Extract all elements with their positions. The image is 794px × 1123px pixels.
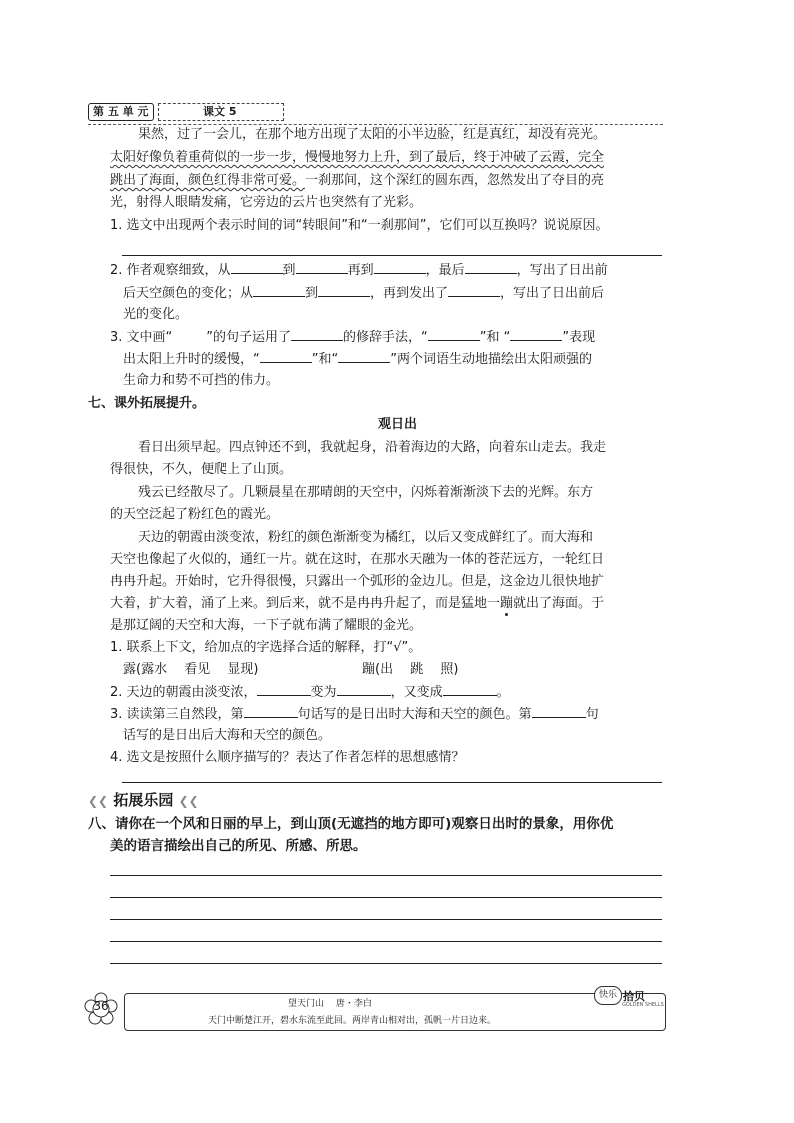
- q7-4: 4. 选文是按照什么顺序描写的？表达了作者怎样的思想感情？: [110, 750, 465, 765]
- passage2-line7: 冉冉升起。开始时，它升得很慢，只露出一个弧形的金边儿。但是，这金边儿很快地扩: [110, 574, 605, 589]
- q2-text: 到: [305, 286, 319, 301]
- passage2-line8: [110, 594, 604, 613]
- page-number: 36: [93, 999, 109, 1013]
- passage1-line4: 光，射得人眼睛发痛，它旁边的云片也突然有了光彩。: [110, 195, 423, 210]
- wavy-mark: [172, 328, 206, 347]
- lesson-label: 课文 5: [203, 105, 237, 118]
- section-8-line1: 八、请你在一个风和日丽的早上，到山顶(无遮挡的地方即可)观察日出时的景象，用你优: [88, 816, 614, 832]
- q3-text: ”的句子运用了: [206, 330, 292, 345]
- unit-tab: 第 五 单 元: [88, 103, 154, 121]
- passage1-line3: [110, 171, 604, 190]
- q2-text: 后天空颜色的变化；从: [123, 286, 254, 301]
- q3-text: 3. 文中画“: [110, 330, 173, 345]
- q7-3-line1: [110, 704, 599, 724]
- q3-text: 出太阳上升时的缓慢，“: [123, 352, 260, 367]
- q7-2-text: 变为: [310, 685, 337, 700]
- dotted-char: 蹦: [500, 596, 514, 611]
- section-badge-label: 拓展乐园: [113, 791, 174, 809]
- section-badge: [88, 789, 199, 811]
- blank-field[interactable]: [231, 260, 283, 274]
- section-7-title: 七、课外拓展提升。: [88, 396, 206, 411]
- passage2-line3: 残云已经散尽了。几颗晨星在那晴朗的天空中，闪烁着渐渐淡下去的光辉。东方: [138, 485, 594, 500]
- passage2-line9: 是那辽阔的天空和大海，一下子就布满了耀眼的金光。: [110, 618, 423, 633]
- q7-2: [110, 682, 510, 702]
- question-3-line3: 生命力和势不可挡的伟力。: [123, 373, 280, 388]
- question-2-line2: [123, 283, 604, 303]
- q7-2-text: ，又变成: [390, 685, 443, 700]
- blank-field[interactable]: [253, 283, 305, 297]
- question-1: 1. 选文中出现两个表示时间的词“转眼间”和“一刹那间”，它们可以互换吗？说说原因。: [110, 218, 609, 233]
- q3-text: ”两个词语生动地描绘出太阳顽强的: [390, 352, 592, 367]
- passage1-line2: [110, 148, 604, 167]
- q7-2-text: 。: [496, 685, 510, 700]
- q2-text: ，再到发出了: [370, 286, 449, 301]
- shell-sublabel: GOLDEN SHELLS: [622, 1002, 664, 1008]
- writing-line[interactable]: [110, 875, 662, 876]
- q7-3-text: 句话写的是日出时大海和天空的颜色。第: [297, 707, 532, 722]
- q3-text: 的修辞手法，“: [343, 330, 428, 345]
- q3-text: ”和 “: [479, 330, 511, 345]
- q3-text: ”表现: [562, 330, 596, 345]
- speech-bubble-icon: 快乐: [594, 986, 622, 1005]
- blank-field[interactable]: [260, 349, 312, 363]
- q7-3-line2: 话写的是日出后大海和天空的颜色。: [123, 728, 332, 743]
- section-8-line2: 美的语言描绘出自己的所见、所感、所思。: [110, 838, 367, 854]
- poem-title: 望天门山 唐・李白: [288, 999, 372, 1009]
- lesson-box: [158, 103, 284, 121]
- answer-line[interactable]: [122, 782, 662, 783]
- passage2-text: 大着，扩大着，涌了上来。到后来，就不是冉冉升起了，而是猛地一: [110, 596, 501, 611]
- blank-field[interactable]: [443, 682, 497, 696]
- q3-text: ”和“: [311, 352, 339, 367]
- question-3-line1: [110, 327, 595, 347]
- q7-1-option-a[interactable]: 露(露水 看见 显现): [123, 662, 259, 677]
- question-2-line1: [110, 260, 608, 280]
- q2-text: ，写出了日出前: [516, 263, 608, 278]
- q2-text: 2. 作者观察细致，从: [110, 263, 231, 278]
- q7-2-text: 2. 天边的朝霞由淡变浓，: [110, 685, 257, 700]
- blank-field[interactable]: [291, 327, 343, 341]
- passage2-line4: 的天空泛起了粉红色的霞光。: [110, 507, 280, 522]
- blank-field[interactable]: [318, 283, 370, 297]
- poem-text: 天门中断楚江开，碧水东流至此回。两岸青山相对出，孤帆一片日边来。: [208, 1016, 497, 1026]
- blank-field[interactable]: [244, 704, 298, 718]
- passage2-line6: 天空也像起了火似的，通红一片。就在这时，在那水天融为一体的苍茫远方，一轮红日: [110, 552, 605, 567]
- passage1-line1: 果然，过了一会儿，在那个地方出现了太阳的小半边脸，红是真红，却没有亮光。: [138, 127, 607, 142]
- question-3-line2: [123, 349, 592, 369]
- q2-text: 再到: [347, 263, 374, 278]
- answer-line[interactable]: [122, 255, 662, 256]
- writing-line[interactable]: [110, 963, 662, 964]
- blank-field[interactable]: [465, 260, 517, 274]
- shell-label: 拾贝: [623, 990, 645, 1003]
- passage2-title: 观日出: [378, 417, 418, 432]
- q7-1: 1. 联系上下文，给加点的字选择合适的解释，打“√”。: [110, 640, 422, 655]
- writing-line[interactable]: [110, 919, 662, 920]
- blank-field[interactable]: [448, 283, 500, 297]
- question-2-line3: 光的变化。: [123, 307, 189, 322]
- q2-text: ，写出了日出前后: [500, 286, 605, 301]
- passage2-line1: 看日出须早起。四点钟还不到，我就起身，沿着海边的大路，向着东山走去。我走: [138, 440, 607, 455]
- double-chevron-icon: ❮❮: [88, 794, 109, 808]
- blank-field[interactable]: [257, 682, 311, 696]
- blank-field[interactable]: [510, 327, 562, 341]
- passage2-text: 就出了海面。于: [513, 596, 605, 611]
- q7-3-text: 3. 读读第三自然段，第: [110, 707, 244, 722]
- passage2-line5: 天边的朝霞由淡变浓，粉红的颜色渐渐变为橘红，以后又变成鲜红了。而大海和: [138, 530, 594, 545]
- passage2-line2: 得很快，不久，便爬上了山顶。: [110, 462, 293, 477]
- blank-field[interactable]: [337, 682, 391, 696]
- blank-field[interactable]: [296, 260, 348, 274]
- writing-line[interactable]: [110, 941, 662, 942]
- wavy-sentence-end: 跳出了海面，颜色红得非常可爱。: [110, 173, 306, 188]
- blank-field[interactable]: [374, 260, 426, 274]
- passage1-line3-rest: 一刹那间，这个深红的圆东西，忽然发出了夺目的亮: [305, 173, 605, 188]
- q7-1-option-b[interactable]: 蹦(出 跳 照): [362, 662, 459, 677]
- q2-text: ，最后: [425, 263, 465, 278]
- blank-field[interactable]: [338, 349, 390, 363]
- writing-line[interactable]: [110, 897, 662, 898]
- double-chevron-icon: ❮❮: [178, 794, 199, 808]
- wavy-sentence: 太阳好像负着重荷似的一步一步，慢慢地努力上升，到了最后，终于冲破了云霞，完全: [110, 150, 605, 165]
- blank-field[interactable]: [428, 327, 480, 341]
- q2-text: 到: [282, 263, 296, 278]
- blank-field[interactable]: [532, 704, 586, 718]
- q7-3-text: 句: [585, 707, 599, 722]
